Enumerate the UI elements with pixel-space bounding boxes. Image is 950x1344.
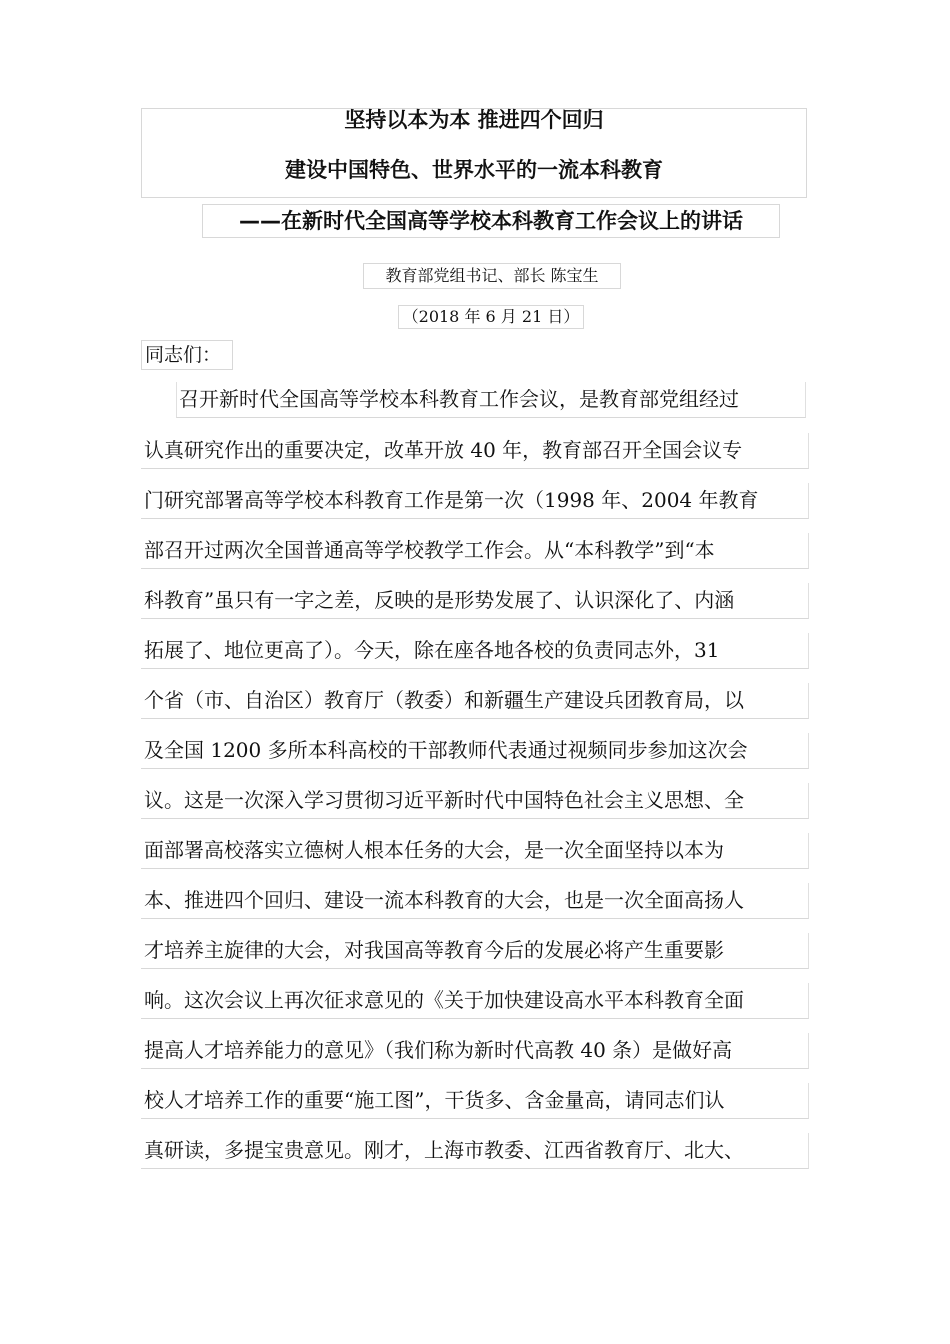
body-line: 认真研究作出的重要决定，改革开放 40 年，教育部召开全国会议专 <box>141 433 809 469</box>
salutation: 同志们： <box>141 340 233 370</box>
body-line: 校人才培养工作的重要“施工图”，干货多、含金量高，请同志们认 <box>141 1083 809 1119</box>
body-line: 召开新时代全国高等学校本科教育工作会议，是教育部党组经过 <box>176 382 806 418</box>
body-line: 响。这次会议上再次征求意见的《关于加快建设高水平本科教育全面 <box>141 983 809 1019</box>
body-line: 真研读，多提宝贵意见。刚才，上海市教委、江西省教育厅、北大、 <box>141 1133 809 1169</box>
body-line: 议。这是一次深入学习贯彻习近平新时代中国特色社会主义思想、全 <box>141 783 809 819</box>
body-line: 及全国 1200 多所本科高校的干部教师代表通过视频同步参加这次会 <box>141 733 809 769</box>
body-line: 提高人才培养能力的意见》（我们称为新时代高教 40 条）是做好高 <box>141 1033 809 1069</box>
body-line: 个省（市、自治区）教育厅（教委）和新疆生产建设兵团教育局，以 <box>141 683 809 719</box>
subtitle: ——在新时代全国高等学校本科教育工作会议上的讲话 <box>202 204 780 238</box>
date-line: （2018 年 6 月 21 日） <box>398 305 584 329</box>
body-line: 面部署高校落实立德树人根本任务的大会，是一次全面坚持以本为 <box>141 833 809 869</box>
body-line: 本、推进四个回归、建设一流本科教育的大会，也是一次全面高扬人 <box>141 883 809 919</box>
body-line: 部召开过两次全国普通高等学校教学工作会。从“本科教学”到“本 <box>141 533 809 569</box>
author-line: 教育部党组书记、部长 陈宝生 <box>363 263 621 289</box>
title-line-2: 建设中国特色、世界水平的一流本科教育 <box>285 158 663 182</box>
body-line: 拓展了、地位更高了）。今天，除在座各地各校的负责同志外，31 <box>141 633 809 669</box>
body-line: 科教育”虽只有一字之差，反映的是形势发展了、认识深化了、内涵 <box>141 583 809 619</box>
body-line: 才培养主旋律的大会，对我国高等教育今后的发展必将产生重要影 <box>141 933 809 969</box>
title-line-1: 坚持以本为本 推进四个回归 <box>344 108 604 132</box>
body-line: 门研究部署高等学校本科教育工作是第一次（1998 年、2004 年教育 <box>141 483 809 519</box>
